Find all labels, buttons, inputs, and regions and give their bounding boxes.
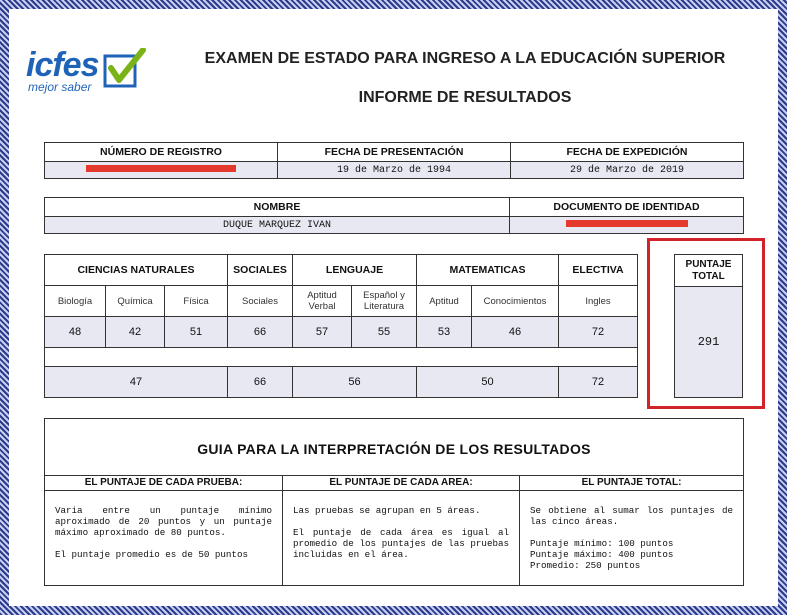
- guide-text: Se obtiene al sumar los puntajes de las cinco áreas.: [530, 505, 733, 527]
- guide-text: El puntaje promedio es de 50 puntos: [55, 549, 248, 560]
- expedicion-value: 29 de Marzo de 2019: [511, 162, 744, 179]
- icfes-logo: icfes: [26, 46, 99, 84]
- subject-score: 66: [228, 317, 293, 348]
- subject-score: 51: [165, 317, 228, 348]
- subject-score: 53: [417, 317, 472, 348]
- documento-label: DOCUMENTO DE IDENTIDAD: [510, 198, 744, 217]
- registration-table: [44, 142, 744, 179]
- subject-label: Español y Literatura: [352, 286, 417, 317]
- subject-score: 55: [352, 317, 417, 348]
- identity-table: [44, 197, 744, 234]
- guide-text: Varia entre un puntaje mínimo aproximado de 20 puntos y un puntaje máximo aproximado de 80 puntos.: [55, 505, 272, 538]
- subject-score: 42: [106, 317, 165, 348]
- subject-label: Física: [165, 286, 228, 317]
- documento-value: [510, 217, 744, 234]
- subject-score: 72: [559, 317, 638, 348]
- redaction-mark: [566, 220, 688, 227]
- guide-col-heading: EL PUNTAJE DE CADA PRUEBA:: [45, 475, 282, 491]
- area-score-matematicas: 50: [417, 367, 559, 398]
- subject-label: Aptitud Verbal: [293, 286, 352, 317]
- subject-score: 57: [293, 317, 352, 348]
- subject-label: Biología: [45, 286, 106, 317]
- subject-score: 46: [472, 317, 559, 348]
- guide-col-area: [283, 475, 520, 585]
- subject-label: Conocimientos: [472, 286, 559, 317]
- expedicion-label: FECHA DE EXPEDICIÓN: [511, 143, 744, 162]
- guide-col-heading: EL PUNTAJE TOTAL:: [520, 475, 743, 491]
- check-icon: [103, 48, 147, 88]
- guide-col-total: [520, 475, 743, 585]
- guide-col-prueba: [45, 475, 283, 585]
- document-subtitle: INFORME DE RESULTADOS: [358, 89, 572, 106]
- guide-col-heading: EL PUNTAJE DE CADA AREA:: [283, 475, 519, 491]
- area-matematicas: MATEMATICAS: [417, 255, 559, 286]
- nombre-label: NOMBRE: [45, 198, 510, 217]
- presentacion-label: FECHA DE PRESENTACIÓN: [278, 143, 511, 162]
- guide-text: Puntaje mínimo: 100 puntos: [530, 538, 674, 549]
- area-sociales: SOCIALES: [228, 255, 293, 286]
- total-score-box: [674, 254, 743, 398]
- document-title: EXAMEN DE ESTADO PARA INGRESO A LA EDUCACIÓN SUPERIOR: [204, 50, 726, 67]
- area-electiva: ELECTIVA: [559, 255, 638, 286]
- total-value: 291: [675, 287, 742, 397]
- guide-text: Puntaje máximo: 400 puntos: [530, 549, 674, 560]
- interpretation-guide: [44, 418, 744, 586]
- guide-columns: [45, 475, 743, 585]
- presentacion-value: 19 de Marzo de 1994: [278, 162, 511, 179]
- guide-text: Las pruebas se agrupan en 5 áreas.: [293, 505, 481, 516]
- area-score-lenguaje: 56: [293, 367, 417, 398]
- subject-label: Aptitud: [417, 286, 472, 317]
- subject-label: Sociales: [228, 286, 293, 317]
- registro-value: [45, 162, 278, 179]
- subject-score: 48: [45, 317, 106, 348]
- area-score-sociales: 66: [228, 367, 293, 398]
- subject-label: Química: [106, 286, 165, 317]
- area-lenguaje: LENGUAJE: [293, 255, 417, 286]
- registro-label: NÚMERO DE REGISTRO: [45, 143, 278, 162]
- area-score-ciencias: 47: [45, 367, 228, 398]
- subject-label: Ingles: [559, 286, 638, 317]
- area-score-electiva: 72: [559, 367, 638, 398]
- icfes-tagline: mejor saber: [28, 80, 92, 94]
- nombre-value: DUQUE MARQUEZ IVAN: [45, 217, 510, 234]
- redaction-mark: [86, 165, 236, 172]
- scores-table: [44, 254, 638, 398]
- guide-text: Promedio: 250 puntos: [530, 560, 641, 571]
- spacer-row: [45, 348, 638, 367]
- total-label: PUNTAJE TOTAL: [675, 255, 742, 287]
- area-ciencias: CIENCIAS NATURALES: [45, 255, 228, 286]
- guide-title: GUIA PARA LA INTERPRETACIÓN DE LOS RESULTADOS: [197, 441, 591, 457]
- guide-text: El puntaje de cada área es igual al promedio de los puntajes de las pruebas incluidas en el área.: [293, 527, 509, 560]
